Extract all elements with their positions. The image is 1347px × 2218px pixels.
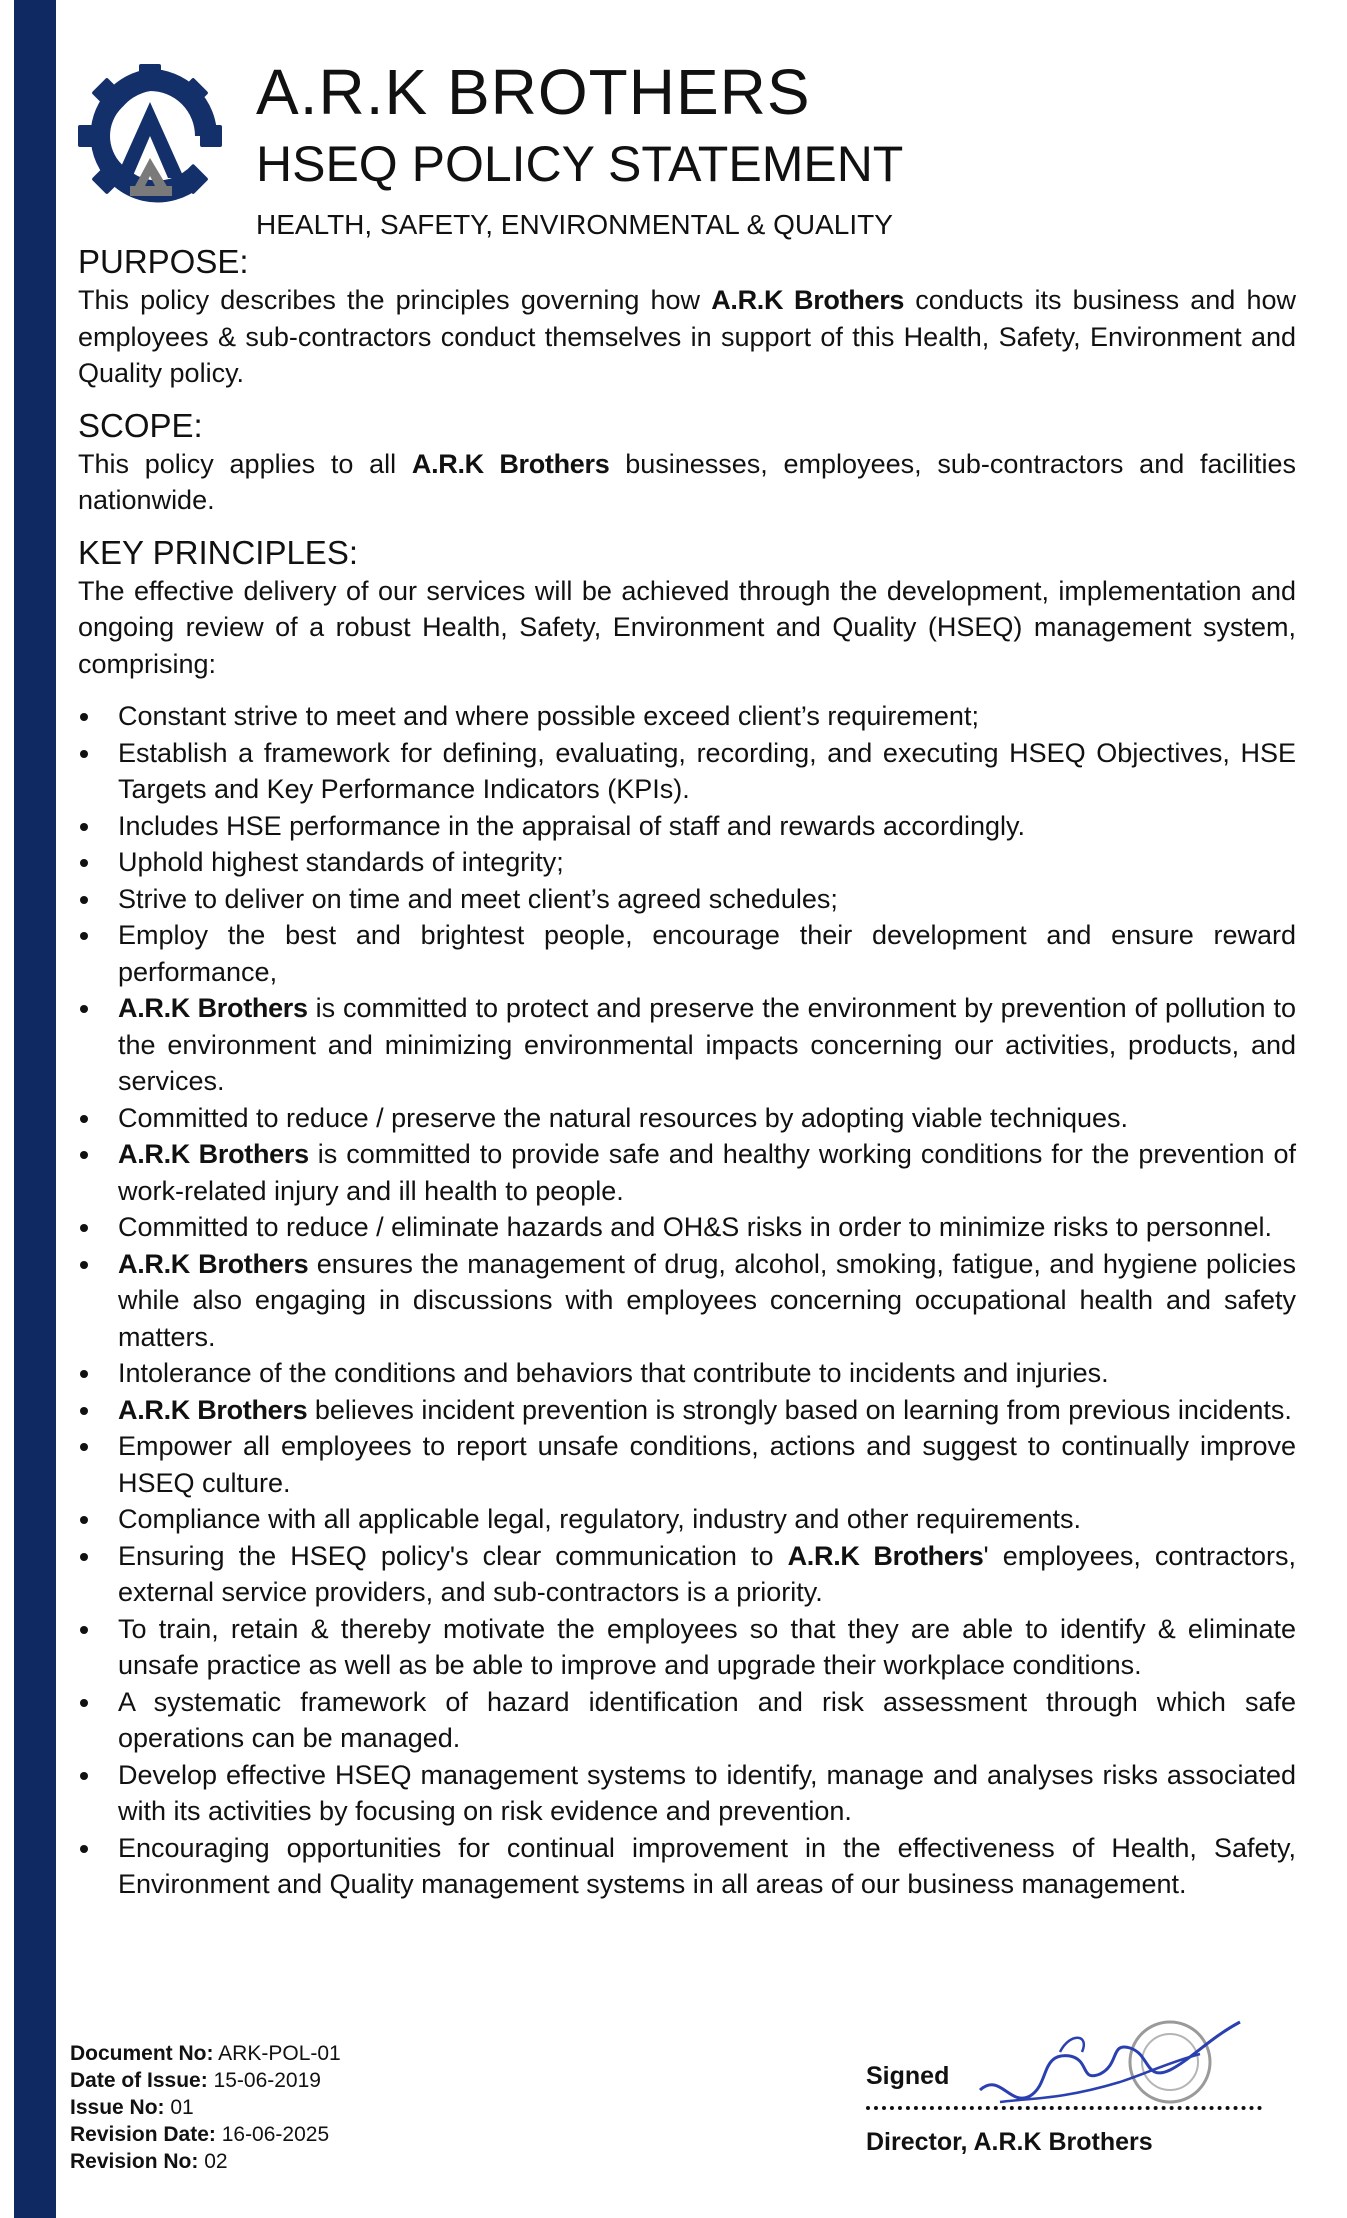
list-item: Encouraging opportunities for continual improvement in the effectiveness of Health, Safety, Environment and Quality management systems in all areas of our business management.	[78, 1830, 1296, 1903]
issue-number-row: Issue No: 01	[70, 2096, 194, 2119]
list-item: A systematic framework of hazard identification and risk assessment through which safe operations can be managed.	[78, 1684, 1296, 1757]
list-item: Establish a framework for defining, evaluating, recording, and executing HSEQ Objectives, HSE Targets and Key Performance Indicators (KPIs).	[78, 735, 1296, 808]
signature-block	[866, 2048, 1266, 2208]
signature-line	[866, 2106, 1262, 2110]
revision-number-row: Revision No: 02	[70, 2150, 228, 2173]
document-subtitle: HEALTH, SAFETY, ENVIRONMENTAL & QUALITY	[256, 209, 893, 240]
list-item: A.R.K Brothers is committed to protect and preserve the environment by prevention of pollution to the environment and minimizing environmental impacts concerning our activities, products, and services.	[78, 990, 1296, 1100]
company-mention: A.R.K Brothers	[787, 1540, 984, 1571]
list-item: Ensuring the HSEQ policy's clear communication to A.R.K Brothers' employees, contractors, external service providers, and sub-contractors is a priority.	[78, 1538, 1296, 1611]
list-item: Includes HSE performance in the appraisal of staff and rewards accordingly.	[78, 808, 1296, 845]
document-number-row: Document No: ARK-POL-01	[70, 2042, 341, 2065]
company-mention: A.R.K Brothers	[118, 1394, 308, 1425]
signed-label: Signed	[866, 2062, 950, 2090]
company-logo-icon	[76, 62, 224, 210]
list-item: Uphold highest standards of integrity;	[78, 844, 1296, 881]
list-item: A.R.K Brothers is committed to provide safe and healthy working conditions for the prevention of work-related injury and ill health to people.	[78, 1136, 1296, 1209]
scope-text: This policy applies to all A.R.K Brothers businesses, employees, sub-contractors and facilities nationwide.	[78, 448, 1296, 515]
company-mention: A.R.K Brothers	[118, 993, 308, 1023]
list-item: Develop effective HSEQ management systems to identify, manage and analyses risks associated with its activities by focusing on risk evidence and prevention.	[78, 1757, 1296, 1830]
purpose-heading: PURPOSE:	[78, 243, 249, 280]
key-principles-heading: KEY PRINCIPLES:	[78, 533, 359, 571]
document-control-info	[70, 2040, 341, 2175]
list-item: Committed to reduce / eliminate hazards and OH&S risks in order to minimize risks to personnel.	[78, 1209, 1296, 1246]
list-item: Compliance with all applicable legal, regulatory, industry and other requirements.	[78, 1501, 1296, 1538]
list-item: Intolerance of the conditions and behaviors that contribute to incidents and injuries.	[78, 1355, 1296, 1392]
list-item: To train, retain & thereby motivate the employees so that they are able to identify & eliminate unsafe practice as well as be able to improve and upgrade their workplace conditions.	[78, 1611, 1296, 1684]
scope-heading: SCOPE:	[78, 406, 203, 444]
company-name: A.R.K BROTHERS	[256, 56, 811, 128]
list-item: A.R.K Brothers ensures the management of drug, alcohol, smoking, fatigue, and hygiene policies while also engaging in discussions with employees concerning occupational health and safety matters.	[78, 1246, 1296, 1356]
company-mention: A.R.K Brothers	[411, 448, 610, 479]
company-mention: A.R.K Brothers	[711, 285, 905, 315]
key-principles-intro: The effective delivery of our services will be achieved through the development, implementation and ongoing review of a robust Health, Safety, Environment and Quality (HSEQ) management system, comprising:	[78, 575, 1296, 679]
policy-body	[78, 242, 1296, 1903]
document-title: HSEQ POLICY STATEMENT	[256, 136, 904, 192]
director-title: Director, A.R.K Brothers	[866, 2128, 1153, 2156]
list-item: Empower all employees to report unsafe conditions, actions and suggest to continually improve HSEQ culture.	[78, 1428, 1296, 1501]
principles-list	[78, 698, 1296, 1903]
list-item: Employ the best and brightest people, encourage their development and ensure reward performance,	[78, 917, 1296, 990]
list-item: Strive to deliver on time and meet client’s agreed schedules;	[78, 881, 1296, 918]
issue-date-row: Date of Issue: 15-06-2019	[70, 2069, 321, 2092]
company-mention: A.R.K Brothers	[118, 1139, 309, 1169]
list-item: A.R.K Brothers believes incident prevention is strongly based on learning from previous incidents.	[78, 1392, 1296, 1429]
left-sidebar-band	[14, 0, 56, 2218]
purpose-text: This policy describes the principles governing how A.R.K Brothers conducts its business and how employees & sub-contractors conduct themselves in support of this Health, Safety, Environment and Quality policy.	[78, 285, 1296, 388]
list-item: Constant strive to meet and where possible exceed client’s requirement;	[78, 698, 1296, 735]
company-mention: A.R.K Brothers	[118, 1248, 309, 1279]
list-item: Committed to reduce / preserve the natural resources by adopting viable techniques.	[78, 1100, 1296, 1137]
revision-date-row: Revision Date: 16-06-2025	[70, 2123, 330, 2146]
